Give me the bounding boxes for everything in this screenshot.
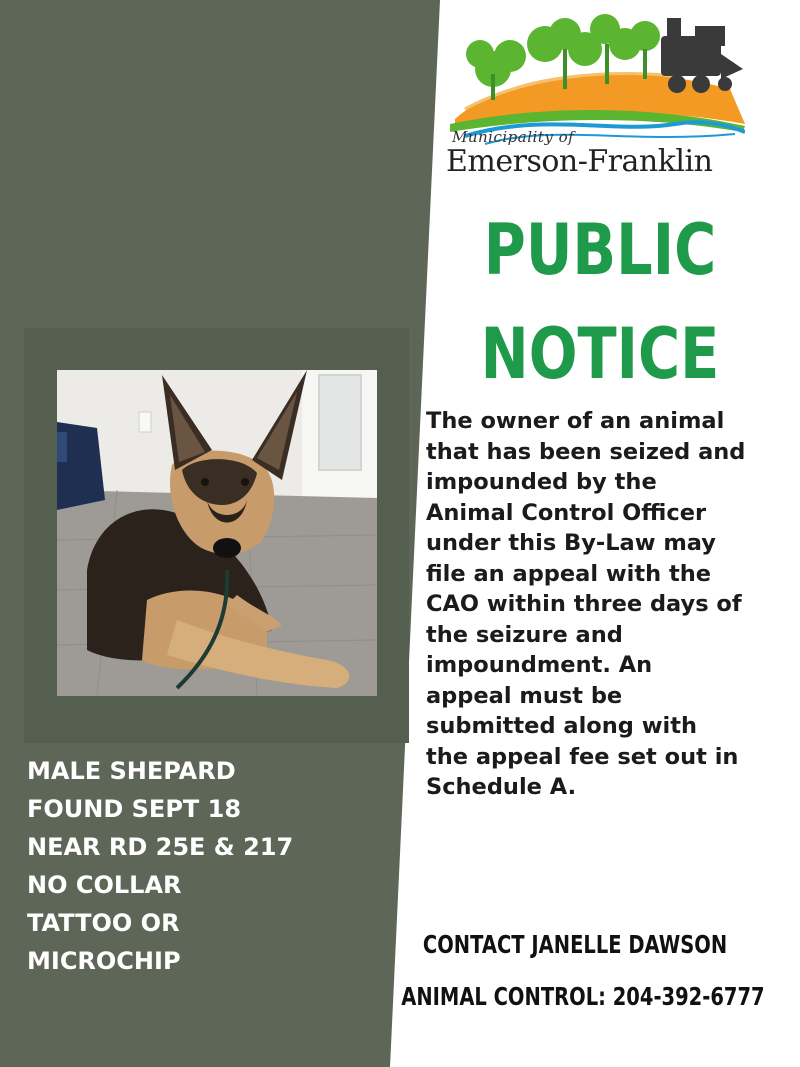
found-dog-details <box>27 752 337 980</box>
body-line: The owner of an animal <box>426 408 725 434</box>
found-line: FOUND SEPT 18 <box>27 795 242 823</box>
body-line: impoundment. An <box>426 652 653 678</box>
body-line: appeal must be <box>426 682 623 709</box>
body-line: submitted along with <box>426 713 697 739</box>
body-line: Animal Control Officer <box>426 499 707 526</box>
body-line: CAO within three days of <box>426 591 742 617</box>
contact-name-text: CONTACT JANELLE DAWSON <box>422 930 728 959</box>
body-line: Schedule A. <box>426 774 577 800</box>
found-line: TATTOO OR <box>27 909 180 937</box>
logo-script-text: Municipality of <box>452 128 575 146</box>
body-line: the seizure and <box>426 621 623 648</box>
body-line: that has been seized and <box>426 438 746 465</box>
body-line: the appeal fee set out in <box>426 743 739 770</box>
headline-line-2: NOTICE <box>480 313 720 395</box>
public-notice-headline <box>477 198 723 406</box>
notice-body <box>426 406 791 803</box>
body-line: file an appeal with the <box>426 560 712 587</box>
body-line: impounded by the <box>426 469 657 495</box>
train-icon <box>661 18 743 93</box>
logo-municipality-name: Emerson-Franklin <box>446 144 713 179</box>
contact-phone <box>350 982 800 1011</box>
headline-line-1: PUBLIC <box>483 209 717 291</box>
dog-photo <box>57 370 377 696</box>
contact-name <box>350 930 800 959</box>
contact-phone-text: ANIMAL CONTROL: 204-392-6777 <box>401 982 765 1011</box>
found-line: MICROCHIP <box>27 947 181 975</box>
found-line: NO COLLAR <box>27 871 182 899</box>
body-line: under this By-Law may <box>426 530 716 556</box>
found-line: MALE SHEPARD <box>27 757 236 785</box>
found-line: NEAR RD 25E & 217 <box>27 833 294 861</box>
